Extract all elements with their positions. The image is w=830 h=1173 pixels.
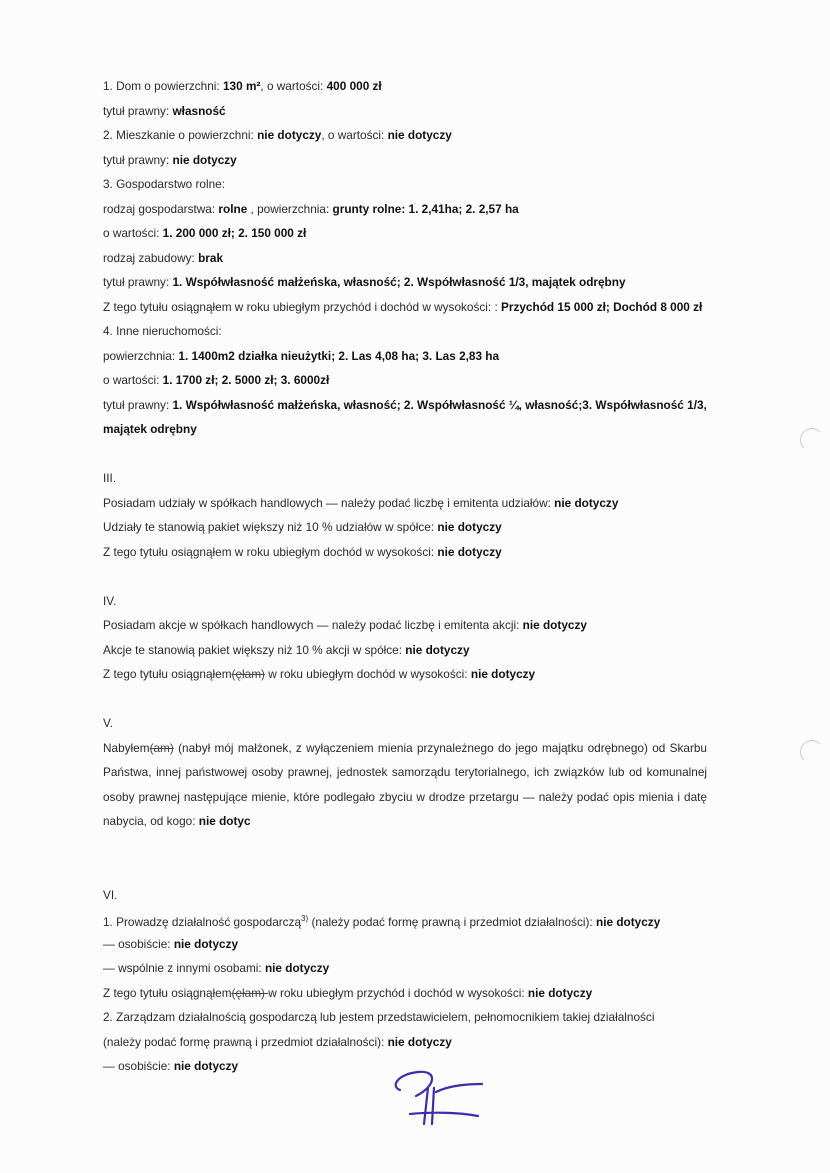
text-line xyxy=(103,956,713,981)
section-iii xyxy=(103,466,713,564)
field-label: Posiadam akcje w spółkach handlowych — należy podać liczbę i emitenta akcji: xyxy=(103,618,523,632)
field-label: tytuł prawny: xyxy=(103,103,173,118)
field-label: Z tego tytułu osiągnąłem w roku ubiegłym przychód i dochód w wysokości: : xyxy=(103,299,502,314)
field-label: Z tego tytułu osiągnąłem xyxy=(103,985,232,1000)
text-line xyxy=(103,1005,713,1030)
field-value: brak xyxy=(198,250,224,265)
field-label: — osobiście: xyxy=(103,936,174,951)
punch-hole-mark xyxy=(800,740,824,764)
paragraph xyxy=(103,736,707,834)
text-line xyxy=(103,540,713,565)
field-label: Posiadam udziały w spółkach handlowych — należy podać liczbę i emitenta udziałów: xyxy=(103,495,555,510)
text-line xyxy=(103,270,713,295)
field-label: 2. Mieszkanie o powierzchni: xyxy=(103,128,258,142)
field-value: nie dotyczy xyxy=(527,985,593,1000)
field-value: 1. Współwłasność małżeńska, własność; 2. Współwłasność 1/3, majątek odrębny xyxy=(172,275,626,289)
field-value: grunty rolne: 1. 2,41ha; 2. 2,57 ha xyxy=(332,201,519,216)
field-label: o wartości: xyxy=(103,373,163,387)
text-line xyxy=(103,221,713,246)
field-label: Z tego tytułu osiągnąłem w roku ubiegłym dochód w wysokości: xyxy=(103,544,438,559)
handwritten-signature xyxy=(388,1068,488,1128)
field-label: Nabyłem xyxy=(103,740,150,755)
text-line xyxy=(103,907,713,932)
field-value: nie dotyczy xyxy=(172,152,237,167)
field-label: 3. Gospodarstwo rolne: xyxy=(103,177,225,191)
field-value: 1. Współwłasność małżeńska, własność; 2. Współwłasność ¼, własność;3. Współwłasność 1/3, xyxy=(172,397,707,412)
field-label: Z tego tytułu osiągnąłem xyxy=(103,667,232,681)
field-value: nie dotyczy xyxy=(173,936,239,951)
field-label: powierzchnia: xyxy=(103,348,179,363)
field-value: nie dotyczy xyxy=(264,961,330,975)
text-line xyxy=(103,1030,713,1055)
text-line xyxy=(103,123,713,148)
field-value: własność xyxy=(172,103,226,118)
text-line xyxy=(103,417,713,442)
field-value: 1. 1700 zł; 2. 5000 zł; 3. 6000zł xyxy=(162,373,330,387)
struck-text: (ęłam) xyxy=(231,667,265,681)
text-line xyxy=(103,662,713,687)
section-vi xyxy=(103,883,713,1079)
field-value: nie dotyczy xyxy=(405,642,470,657)
field-label: , o wartości: xyxy=(321,128,388,142)
text-line xyxy=(103,932,713,957)
field-value: nie dotyczy xyxy=(387,128,452,142)
field-label: 2. Zarządzam działalnością gospodarczą lub jestem przedstawicielem, pełnomocnikiem takiej działalności xyxy=(103,1010,655,1024)
section-iv xyxy=(103,589,713,687)
section-heading: III. xyxy=(103,471,117,485)
field-value: 400 000 zł xyxy=(326,79,382,93)
document-body xyxy=(103,74,713,1079)
field-value: nie dotyczy xyxy=(437,520,502,534)
field-value: nie dotyczy xyxy=(554,495,619,510)
field-label: Udziały te stanowią pakiet większy niż 10 % udziałów w spółce: xyxy=(103,520,438,534)
field-label: — wspólnie z innymi osobami: xyxy=(103,961,265,975)
field-label: tytuł prawny: xyxy=(103,275,173,289)
field-value: nie dotyc xyxy=(198,814,251,828)
section-heading: VI. xyxy=(103,887,118,902)
field-label: — osobiście: xyxy=(103,1059,174,1073)
text-line xyxy=(103,638,713,663)
field-label: w roku ubiegłym przychód i dochód w wysokości: xyxy=(268,985,528,1000)
text-line xyxy=(103,172,713,197)
field-value: nie dotyczy xyxy=(257,128,322,142)
struck-text: (ęłam) xyxy=(231,985,269,1000)
field-label: w roku ubiegłym dochód w wysokości: xyxy=(264,667,471,681)
field-value: majątek odrębny xyxy=(103,422,197,436)
text-line xyxy=(103,74,713,99)
field-label: (należy podać formę prawną i przedmiot działalności): xyxy=(308,914,597,929)
field-label: Akcje te stanowią pakiet większy niż 10 % akcji w spółce: xyxy=(103,642,406,657)
text-line xyxy=(103,148,713,173)
text-line xyxy=(103,515,713,540)
text-line xyxy=(103,246,713,271)
field-value: 1. 200 000 zł; 2. 150 000 zł xyxy=(162,226,307,240)
section-heading: V. xyxy=(103,716,114,730)
punch-hole-mark xyxy=(800,428,824,452)
field-label: , o wartości: xyxy=(260,79,327,93)
field-value: rolne xyxy=(218,201,248,216)
section-heading: IV. xyxy=(103,593,117,608)
section-ii xyxy=(103,74,713,442)
field-label: 1. Dom o powierzchni: xyxy=(103,79,223,93)
field-label: (należy podać formę prawną i przedmiot działalności): xyxy=(103,1034,388,1049)
field-value: nie dotyczy xyxy=(173,1059,239,1073)
field-value: nie dotyczy xyxy=(437,544,502,559)
field-value: 130 m² xyxy=(223,79,261,93)
field-label: (nabył mój małżonek, z wyłączeniem mienia przynależnego do jego majątku odrębnego) od Skarbu Państwa, innej państwowej osoby prawnej, jednostek samorządu terytorialnego, ich związków lub od komunalnej osoby prawnej następujące mienie, które podlegało zbyciu w drodze przetargu — należy podać opis mienia i datę nabycia, od kogo: xyxy=(103,740,707,828)
text-line xyxy=(103,344,713,369)
field-value: nie dotyczy xyxy=(470,667,536,681)
text-line xyxy=(103,368,713,393)
text-line xyxy=(103,393,713,418)
text-line xyxy=(103,613,713,638)
text-line xyxy=(103,981,713,1006)
struck-text: (am) xyxy=(149,740,174,755)
text-line xyxy=(103,491,713,516)
field-value: Przychód 15 000 zł; Dochód 8 000 zł xyxy=(501,299,703,314)
field-label: tytuł prawny: xyxy=(103,397,173,412)
text-line xyxy=(103,295,713,320)
field-value: nie dotyczy xyxy=(522,618,587,632)
field-value: nie dotyczy xyxy=(387,1034,452,1049)
text-line xyxy=(103,99,713,124)
field-label: rodzaj gospodarstwa: xyxy=(103,201,219,216)
field-label: rodzaj zabudowy: xyxy=(103,250,199,265)
field-label: 4. Inne nieruchomości: xyxy=(103,324,222,338)
section-v xyxy=(103,711,713,834)
field-label: , powierzchnia: xyxy=(247,201,333,216)
field-value: nie dotyczy xyxy=(596,914,661,929)
field-label: o wartości: xyxy=(103,226,163,240)
field-label: tytuł prawny: xyxy=(103,152,173,167)
text-line xyxy=(103,319,713,344)
footnote-ref: 3) xyxy=(301,914,309,923)
field-value: 1. 1400m2 działka nieużytki; 2. Las 4,08 ha; 3. Las 2,83 ha xyxy=(178,348,500,363)
text-line xyxy=(103,197,713,222)
field-label: 1. Prowadzę działalność gospodarczą xyxy=(103,914,302,929)
